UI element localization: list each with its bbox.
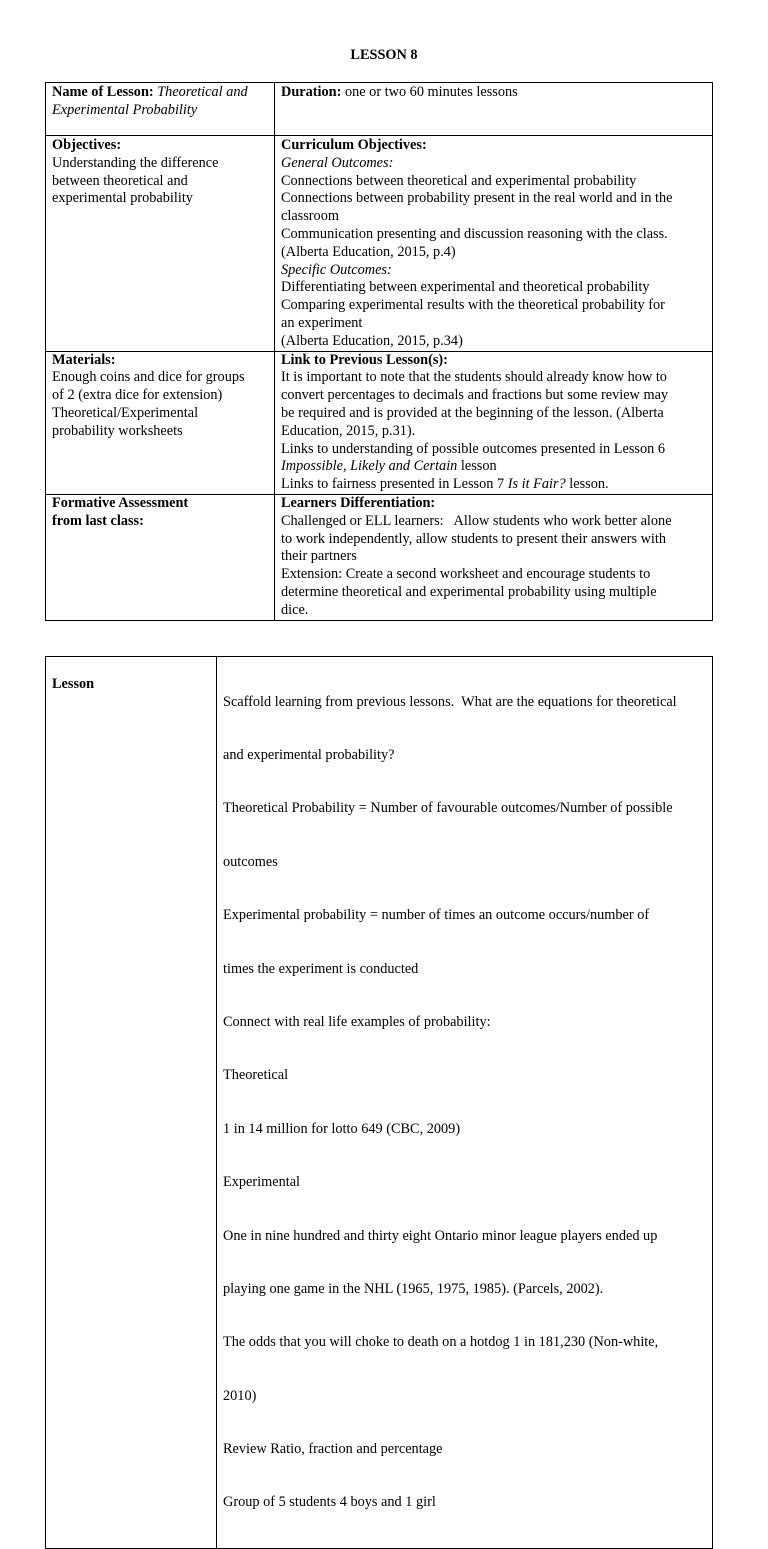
- differentiation-line: Extension: Create a second worksheet and encourage students to: [281, 566, 651, 583]
- differentiation-cell: [275, 494, 713, 620]
- differentiation-line: to work independently, allow students to present their answers with: [281, 530, 667, 547]
- lesson6-suffix: lesson: [457, 458, 497, 475]
- lesson-procedure-table: [45, 656, 713, 1549]
- lesson-line: Experimental probability = number of times an outcome occurs/number of: [223, 907, 650, 924]
- duration-cell: [275, 83, 713, 136]
- materials-line: probability worksheets: [52, 422, 183, 439]
- objectives-line: experimental probability: [52, 190, 193, 207]
- materials-line: Theoretical/Experimental: [52, 404, 199, 421]
- objectives-line: between theoretical and: [52, 172, 188, 189]
- table-row: [46, 494, 713, 620]
- lesson-line: 1 in 14 million for lotto 649 (CBC, 2009): [223, 1120, 461, 1137]
- materials-line: of 2 (extra dice for extension): [52, 387, 223, 404]
- fairness-prefix: Links to fairness presented in Lesson 7: [281, 476, 508, 493]
- formative-assessment-cell: [46, 494, 275, 620]
- materials-line: Enough coins and dice for groups: [52, 369, 245, 386]
- differentiation-label: Learners Differentiation:: [281, 494, 436, 511]
- lesson-line: 2010): [223, 1387, 257, 1404]
- link-previous-label: Link to Previous Lesson(s):: [281, 351, 448, 368]
- name-of-lesson-label: Name of Lesson:: [52, 84, 154, 100]
- materials-label: Materials:: [52, 351, 116, 368]
- general-outcome-line: Connections between probability present in the real world and in the: [281, 190, 673, 207]
- lesson-label-cell: [46, 657, 217, 1549]
- lesson-line: and experimental probability?: [223, 746, 395, 763]
- differentiation-line: their partners: [281, 548, 357, 565]
- general-outcome-line: Connections between theoretical and experimental probability: [281, 172, 637, 189]
- specific-outcome-line: an experiment: [281, 314, 363, 331]
- table-row: [46, 351, 713, 494]
- table-row: [46, 657, 713, 1549]
- lesson-line: Connect with real life examples of probability:: [223, 1013, 491, 1030]
- lesson-line: Scaffold learning from previous lessons. What are the equations for theoretical: [223, 693, 677, 710]
- specific-outcome-line: (Alberta Education, 2015, p.34): [281, 332, 463, 349]
- link-previous-line: convert percentages to decimals and fractions but some review may: [281, 387, 669, 404]
- general-outcomes-heading: General Outcomes:: [281, 154, 394, 171]
- lesson-line: The odds that you will choke to death on a hotdog 1 in 181,230 (Non-white,: [223, 1334, 659, 1351]
- lesson7-title: Is it Fair?: [507, 476, 566, 493]
- duration-value: one or two 60 minutes lessons: [344, 84, 518, 100]
- lesson7-suffix: lesson.: [565, 476, 609, 493]
- materials-cell: [46, 351, 275, 494]
- link-previous-line: Links to understanding of possible outcomes presented in Lesson 6: [281, 440, 665, 457]
- link-previous-cell: [275, 351, 713, 494]
- differentiation-line: dice.: [281, 601, 309, 618]
- duration-label: Duration:: [281, 84, 342, 100]
- lesson-line: Experimental: [223, 1174, 301, 1191]
- lesson7-reference: [281, 476, 706, 494]
- lesson-line: Theoretical: [223, 1067, 289, 1084]
- differentiation-line: Challenged or ELL learners: Allow students who work better alone: [281, 512, 672, 529]
- formative-label: Formative Assessment: [52, 494, 189, 511]
- table-row: [46, 83, 713, 136]
- differentiation-line: determine theoretical and experimental probability using multiple: [281, 583, 657, 600]
- lesson-label: Lesson: [52, 676, 95, 692]
- page-title: LESSON 8: [350, 47, 418, 63]
- lesson6-title: Impossible, Likely and Certain: [281, 458, 458, 475]
- general-outcome-line: (Alberta Education, 2015, p.4): [281, 243, 456, 260]
- objectives-cell: [46, 136, 275, 352]
- curriculum-objectives-cell: [275, 136, 713, 352]
- link-previous-line: Education, 2015, p.31).: [281, 422, 416, 439]
- lesson-line: outcomes: [223, 853, 278, 870]
- specific-outcomes-heading: Specific Outcomes:: [281, 261, 392, 278]
- lesson-line: times the experiment is conducted: [223, 960, 419, 977]
- general-outcome-line: Communication presenting and discussion reasoning with the class.: [281, 225, 668, 242]
- lesson-line: Theoretical Probability = Number of favourable outcomes/Number of possible: [223, 800, 673, 817]
- objectives-label: Objectives:: [52, 137, 122, 153]
- name-of-lesson-value: Theoretical and: [157, 84, 248, 100]
- link-previous-line: It is important to note that the students should already know how to: [281, 369, 667, 386]
- specific-outcome-line: Comparing experimental results with the theoretical probability for: [281, 297, 665, 314]
- curriculum-label: Curriculum Objectives:: [281, 137, 427, 153]
- specific-outcome-line: Differentiating between experimental and theoretical probability: [281, 279, 650, 296]
- general-outcome-line: classroom: [281, 208, 339, 225]
- objectives-line: Understanding the difference: [52, 154, 219, 171]
- name-of-lesson-value: Experimental Probability: [52, 101, 198, 118]
- link-previous-line: be required and is provided at the beginning of the lesson. (Alberta: [281, 404, 664, 421]
- lesson6-reference: [281, 458, 706, 476]
- lesson-plan-table: [45, 82, 713, 621]
- lesson-line: Group of 5 students 4 boys and 1 girl: [223, 1494, 436, 1511]
- name-of-lesson-cell: [46, 83, 275, 136]
- table-row: [46, 136, 713, 352]
- formative-label: from last class:: [52, 512, 144, 529]
- lesson-content-cell: [217, 657, 713, 1549]
- lesson-line: One in nine hundred and thirty eight Ontario minor league players ended up: [223, 1227, 658, 1244]
- lesson-line: Review Ratio, fraction and percentage: [223, 1441, 443, 1458]
- lesson-line: playing one game in the NHL (1965, 1975, 1985). (Parcels, 2002).: [223, 1280, 604, 1297]
